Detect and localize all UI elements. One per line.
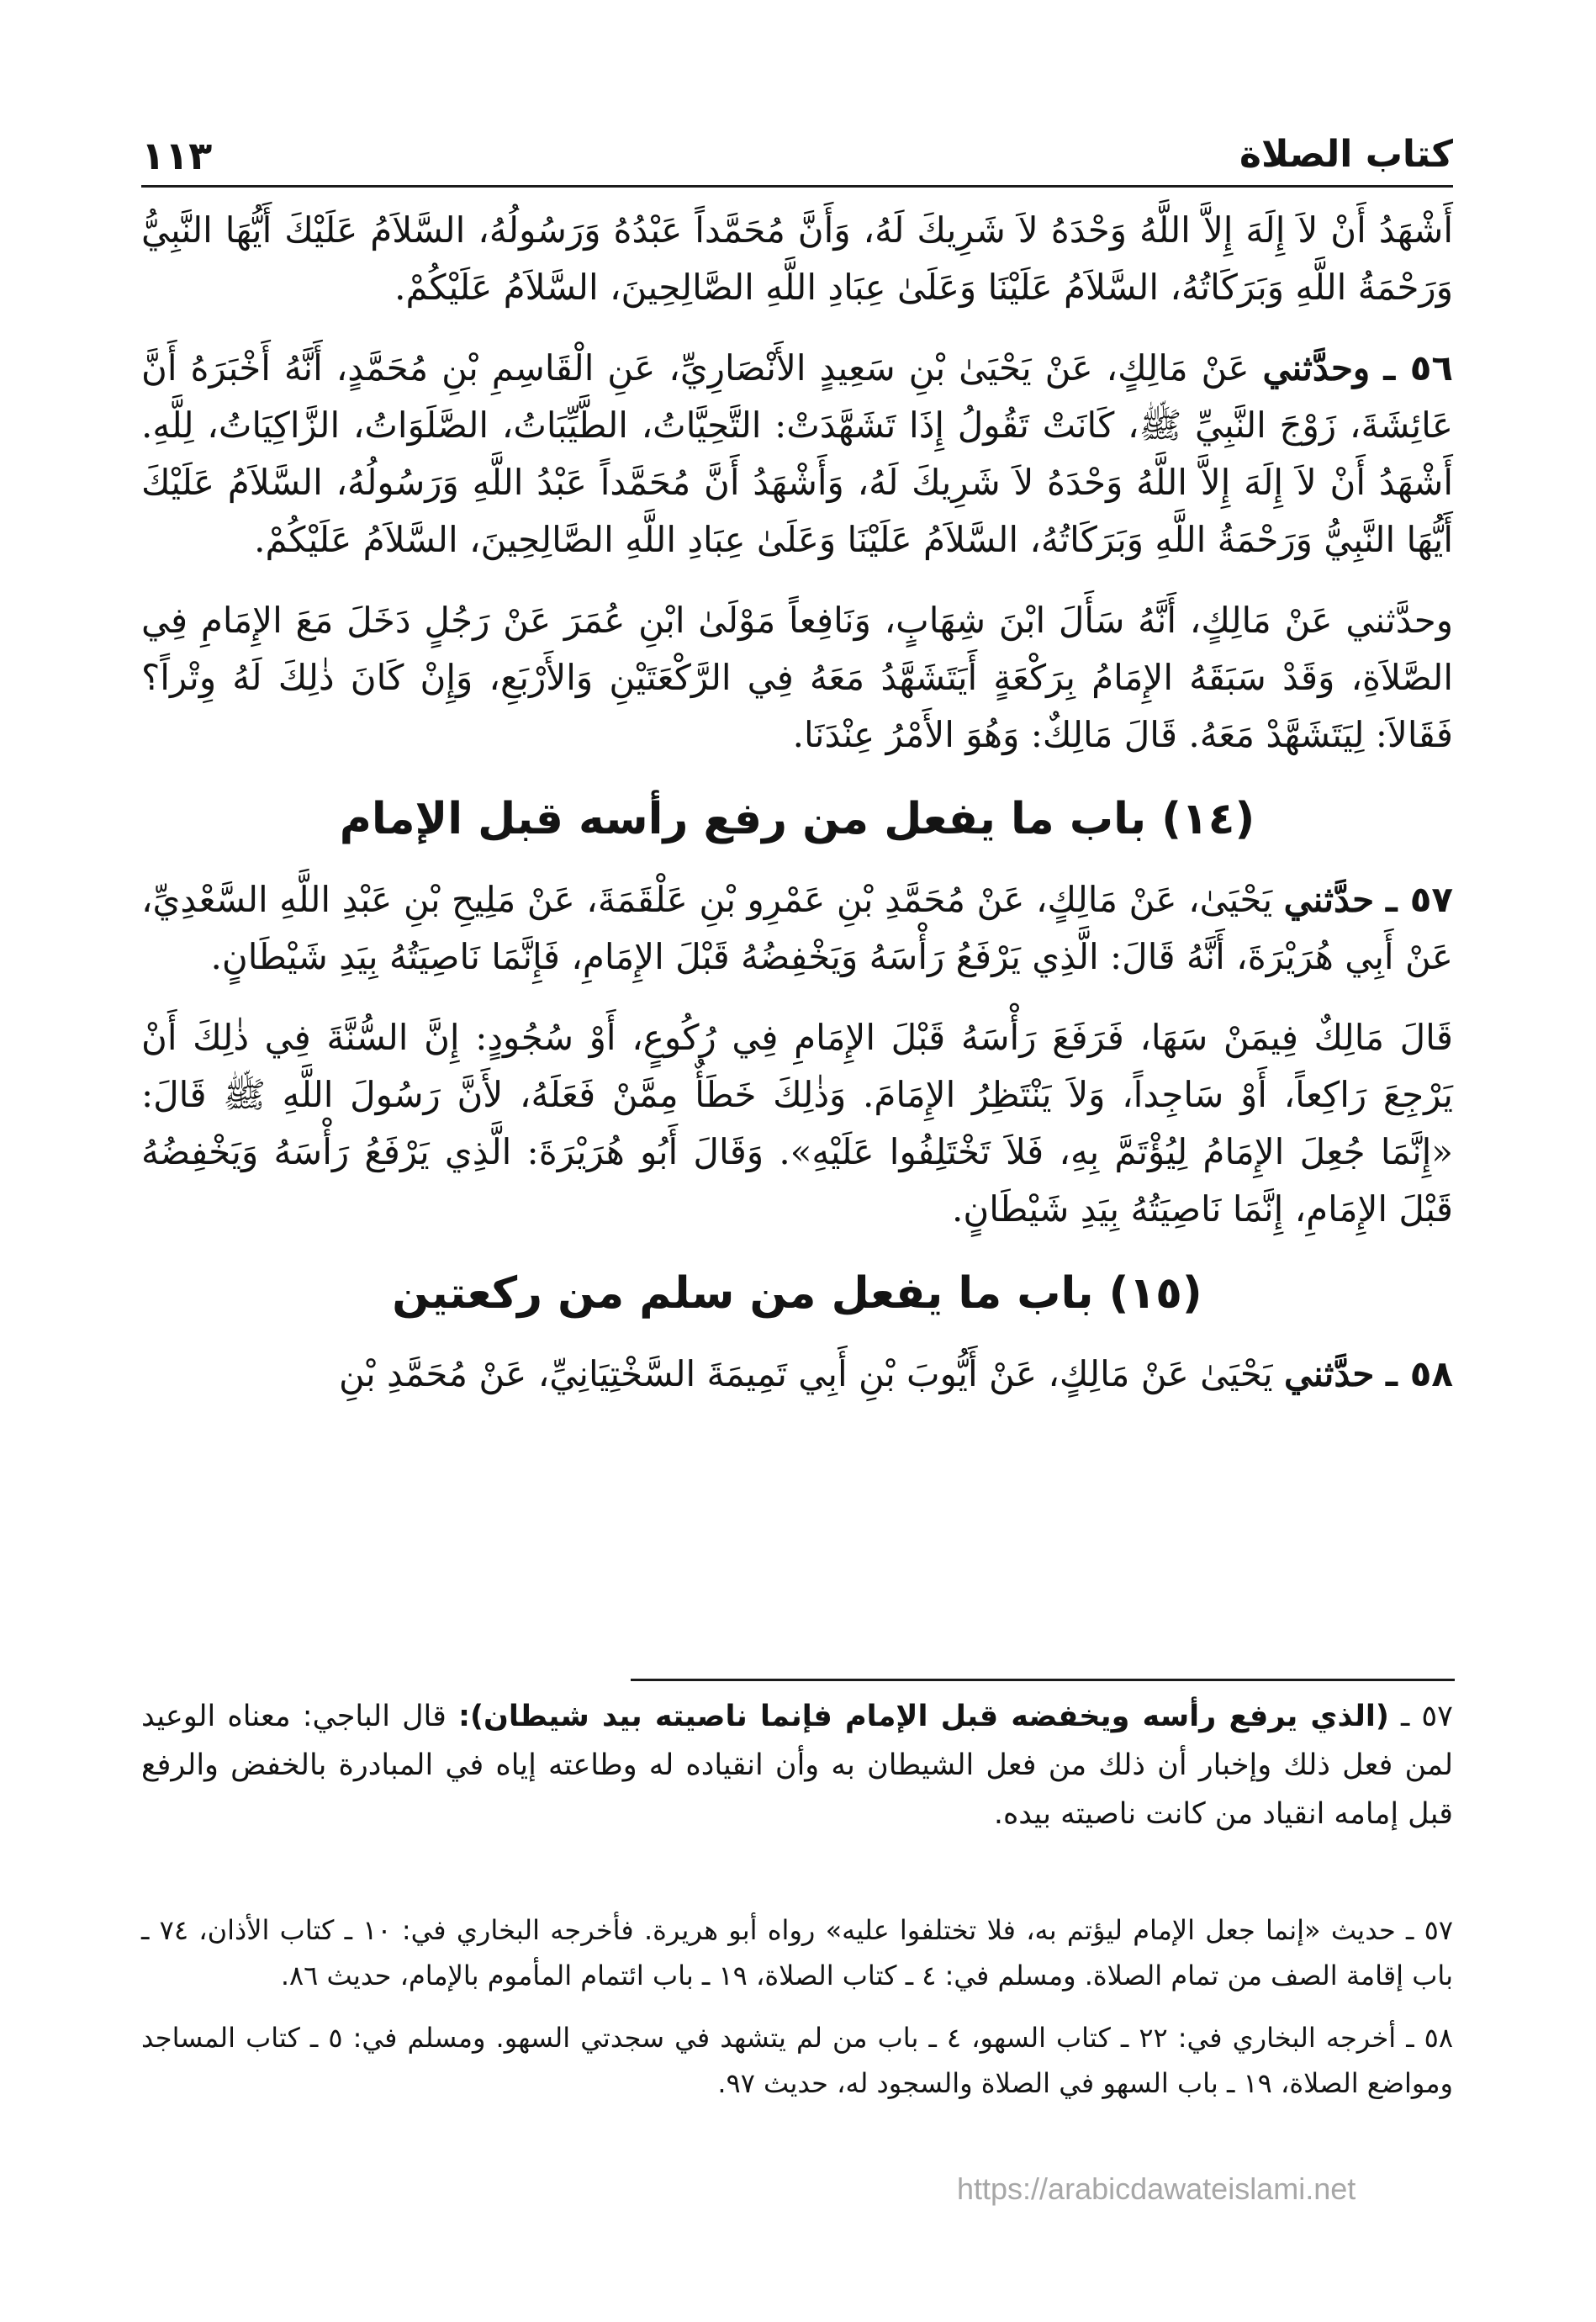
watermark-url: https://arabicdawateislami.net: [957, 2171, 1356, 2206]
section-heading: (١٤) باب ما يفعل من رفع رأسه قبل الإمام: [339, 794, 1255, 844]
paragraph-text: يَحْيَىٰ، عَنْ مَالِكٍ، عَنْ مُحَمَّدِ بْنِ عَمْرِو بْنِ عَلْقَمَةَ، عَنْ مَلِيحِ بْنِ عَبْدِ اللَّهِ السَّعْدِيِّ، عَنْ أَبِي هُرَيْرَةَ، أَنَّهُ قَالَ: الَّذِي يَرْفَعُ رَأْسَهُ وَيَخْفِضُهُ قَبْلَ الإِمَامِ، فَإِنَّمَا نَاصِيَتُهُ بِيَدِ شَيْطَانٍ.: [141, 879, 1453, 977]
hadith-lead: وحدَّثني: [1262, 347, 1371, 389]
hadith-paragraph: [141, 202, 1453, 316]
paragraph-text: قَالَ مَالِكٌ فِيمَنْ سَهَا، فَرَفَعَ رَأْسَهُ قَبْلَ الإِمَامِ فِي رُكُوعٍ، أَوْ سُجُودٍ: إِنَّ السُّنَّةَ فِي ذٰلِكَ أَنْ يَرْجِعَ رَاكِعاً، أَوْ سَاجِداً، وَلاَ يَنْتَظِرُ الإِمَامَ. وَذٰلِكَ خَطَأٌ مِمَّنْ فَعَلَهُ، لأَنَّ رَسُولَ اللَّهِ ﷺ قَالَ: «إِنَّمَا جُعِلَ الإِمَامُ لِيُؤْتَمَّ بِهِ، فَلاَ تَخْتَلِفُوا عَلَيْهِ». وَقَالَ أَبُو هُرَيْرَةَ: الَّذِي يَرْفَعُ رَأْسَهُ وَيَخْفِضُهُ قَبْلَ الإِمَامِ، إِنَّمَا نَاصِيَتُهُ بِيَدِ شَيْطَانٍ.: [141, 1017, 1453, 1230]
commentary-lead: (الذي يرفع رأسه ويخفضه قبل الإمام فإنما ناصيته بيد شيطان):: [458, 1700, 1389, 1733]
commentary-number: ٥٧ ـ: [1400, 1700, 1453, 1733]
page-number: ١١٣: [141, 133, 213, 178]
main-text: [141, 202, 1453, 1426]
hadith-paragraph: [141, 871, 1453, 986]
paragraph-text: عَنْ مَالِكٍ، عَنْ يَحْيَىٰ بْنِ سَعِيدٍ الأَنْصَارِيِّ، عَنِ الْقَاسِمِ بْنِ مُحَمَّدٍ، أَنَّهُ أَخْبَرَهُ أَنَّ عَائِشَةَ، زَوْجَ النَّبِيِّ ﷺ، كَانَتْ تَقُولُ إِذَا تَشَهَّدَتْ: التَّحِيَّاتُ، الطَّيِّبَاتُ، الصَّلَوَاتُ، الزَّاكِيَاتُ، لِلَّهِ. أَشْهَدُ أَنْ لاَ إِلَهَ إِلاَّ اللَّهُ وَحْدَهُ لاَ شَرِيكَ لَهُ، وَأَشْهَدُ أَنَّ مُحَمَّداً عَبْدُ اللَّهِ وَرَسُولُهُ، السَّلاَمُ عَلَيْكَ أَيُّهَا النَّبِيُّ وَرَحْمَةُ اللَّهِ وَبَرَكَاتُهُ، السَّلاَمُ عَلَيْنَا وَعَلَىٰ عِبَادِ اللَّهِ الصَّالِحِينَ، السَّلاَمُ عَلَيْكُمْ.: [141, 347, 1453, 560]
footnotes: [141, 1907, 1453, 2123]
hadith-number: ٥٦ ـ: [1383, 347, 1454, 389]
paragraph-text: أَشْهَدُ أَنْ لاَ إِلَهَ إِلاَّ اللَّهُ وَحْدَهُ لاَ شَرِيكَ لَهُ، وَأَنَّ مُحَمَّداً عَبْدُهُ وَرَسُولُهُ، السَّلاَمُ عَلَيْكَ أَيُّهَا النَّبِيُّ وَرَحْمَةُ اللَّهِ وَبَرَكَاتُهُ، السَّلاَمُ عَلَيْنَا وَعَلَىٰ عِبَادِ اللَّهِ الصَّالِحِينَ، السَّلاَمُ عَلَيْكُمْ.: [141, 209, 1453, 308]
hadith-number: ٥٧ ـ: [1385, 879, 1453, 920]
footnote: ٥٧ ـ حديث «إنما جعل الإمام ليؤتم به، فلا تختلفوا عليه» رواه أبو هريرة. فأخرجه البخاري في: ١٠ ـ كتاب الأذان، ٧٤ ـ باب إقامة الصف من تمام الصلاة. ومسلم في: ٤ ـ كتاب الصلاة، ١٩ ـ باب ائتمام المأموم بالإمام، حديث ٨٦.: [141, 1914, 1454, 1991]
hadith-paragraph: [141, 340, 1453, 569]
footnote: ٥٨ ـ أخرجه البخاري في: ٢٢ ـ كتاب السهو، ٤ ـ باب من لم يتشهد في سجدتي السهو. ومسلم في: ٥ ـ كتاب المساجد ومواضع الصلاة، ١٩ ـ باب السهو في الصلاة والسجود له، حديث ٩٧.: [141, 2022, 1454, 2099]
hadith-lead: حدَّثني: [1283, 879, 1375, 920]
paragraph-text: يَحْيَىٰ عَنْ مَالِكٍ، عَنْ أَيُّوبَ بْنِ أَبِي تَمِيمَةَ السَّخْتِيَانِيِّ، عَنْ مُحَمَّدِ بْنِ: [339, 1353, 1273, 1394]
commentary-note: [141, 1692, 1453, 1838]
section-heading: (١٥) باب ما يفعل من سلم من ركعتين: [392, 1268, 1202, 1319]
commentary-text: قال الباجي: معناه الوعيد لمن فعل ذلك وإخبار أن ذلك من فعل الشيطان به وأن انقياده له وطاعته إياه في المبادرة بالخفض والرفع قبل إمامه انقياد من كانت ناصيته بيده.: [141, 1700, 1453, 1831]
book-title: كتاب الصلاة: [1239, 133, 1453, 176]
hadith-lead: حدَّثني: [1283, 1353, 1375, 1394]
paragraph-text: وحدَّثني عَنْ مَالِكٍ، أَنَّهُ سَأَلَ ابْنَ شِهَابٍ، وَنَافِعاً مَوْلَىٰ ابْنِ عُمَرَ عَنْ رَجُلٍ دَخَلَ مَعَ الإِمَامِ فِي الصَّلاَةِ، وَقَدْ سَبَقَهُ الإِمَامُ بِرَكْعَةٍ أَيَتَشَهَّدُ مَعَهُ فِي الرَّكْعَتَيْنِ وَالأَرْبَعِ، وَإِنْ كَانَ ذٰلِكَ لَهُ وِتْراً؟ فَقَالاَ: لِيَتَشَهَّدْ مَعَهُ. قَالَ مَالِكٌ: وَهُوَ الأَمْرُ عِنْدَنَا.: [141, 600, 1453, 755]
hadith-paragraph: [141, 592, 1453, 764]
hadith-number: ٥٨ ـ: [1385, 1353, 1453, 1394]
footnote-divider: [631, 1679, 1455, 1681]
hadith-paragraph: [141, 1346, 1453, 1403]
hadith-paragraph: [141, 1009, 1453, 1238]
running-header: [141, 133, 1453, 188]
